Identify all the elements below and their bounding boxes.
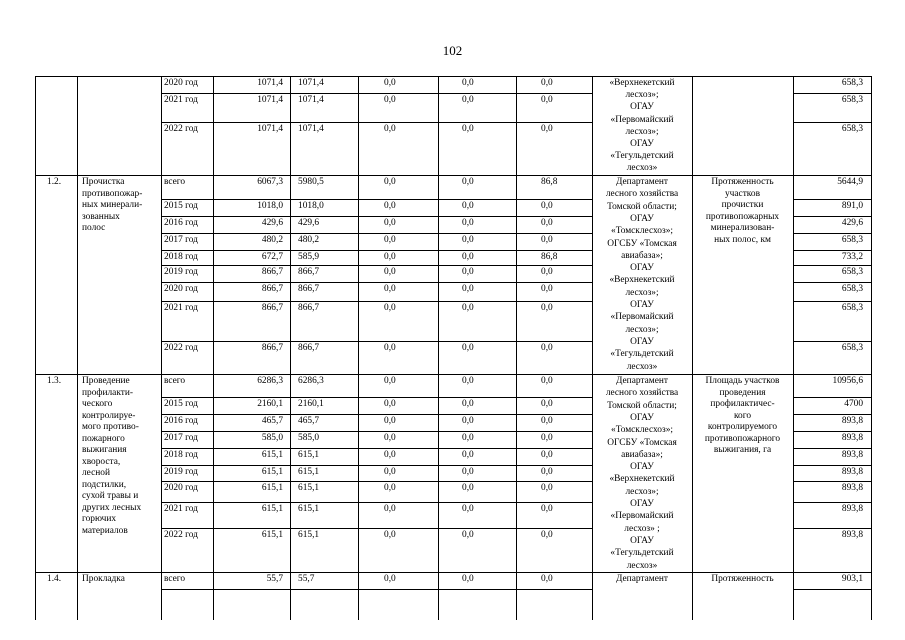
municipal-cell: 0,0	[462, 504, 474, 514]
indicator-name-line: противопожарных	[705, 211, 780, 222]
item-name-line: ных минерали-	[82, 200, 143, 210]
total-cell: 1071,4	[257, 78, 283, 88]
executor-line: ОГАУ	[630, 412, 654, 423]
total-cell: 615,1	[261, 467, 283, 477]
municipal-cell: 0,0	[462, 303, 474, 313]
extra-cell: 0,0	[541, 399, 553, 409]
executor-line: ОГАУ	[630, 336, 654, 347]
extra-cell: 86,8	[541, 252, 558, 262]
row-border	[793, 122, 871, 123]
item-name-line: выжигания	[82, 445, 127, 455]
row-border	[161, 301, 592, 302]
column-border	[358, 76, 359, 620]
indicator-value-cell: 5644,9	[837, 177, 863, 187]
total-cell: 480,2	[261, 235, 283, 245]
row-border	[161, 528, 592, 529]
row-border	[793, 397, 871, 398]
year-cell: 2018 год	[164, 252, 198, 262]
year-cell: 2019 год	[164, 467, 198, 477]
item-name-line: пожарного	[82, 433, 125, 444]
total-cell: 1071,4	[257, 124, 283, 134]
executor-line: ОГАУ	[630, 499, 654, 509]
indicator-name-line: кого	[733, 410, 752, 421]
municipal-cell: 0,0	[462, 201, 474, 211]
executor-line: лесного хозяйства	[605, 388, 679, 399]
row-border	[793, 233, 871, 234]
executor-line: «Верхнекетский	[609, 78, 675, 88]
indicator-value-cell: 658,3	[841, 235, 863, 245]
federal-cell: 866,7	[298, 343, 320, 353]
total-cell: 615,1	[261, 450, 283, 460]
executor-line: ОГАУ	[630, 139, 654, 149]
total-cell: 866,7	[261, 267, 283, 277]
total-cell: 866,7	[261, 303, 283, 313]
extra-cell: 0,0	[541, 267, 553, 277]
item-name-line: противопожар-	[82, 188, 143, 199]
column-border	[290, 76, 291, 620]
federal-cell: 866,7	[298, 267, 320, 277]
year-cell: всего	[164, 574, 186, 584]
regional-cell: 0,0	[384, 343, 396, 353]
indicator-value-cell: 893,8	[841, 530, 863, 540]
row-border	[793, 465, 871, 466]
row-border	[161, 414, 592, 415]
indicator-name-line: профилактичес-	[710, 399, 775, 409]
federal-cell: 615,1	[298, 504, 320, 514]
indicator-value-cell: 893,8	[841, 450, 863, 460]
extra-cell: 0,0	[541, 504, 553, 514]
regional-cell: 0,0	[384, 284, 396, 294]
item-name-line: Проведение	[82, 376, 130, 386]
federal-cell: 615,1	[298, 483, 320, 493]
row-border	[161, 282, 592, 283]
federal-cell: 1071,4	[298, 124, 324, 134]
year-cell: 2015 год	[164, 399, 198, 409]
item-name-line: профилакти-	[82, 387, 133, 398]
column-border	[161, 76, 162, 620]
executor-line: «Верхнекетский	[609, 474, 675, 485]
executor-line: ОГАУ	[630, 535, 654, 546]
regional-cell: 0,0	[384, 504, 396, 514]
executor-line: Департамент	[616, 574, 668, 584]
indicator-name-line: выжигания, га	[713, 445, 772, 455]
municipal-cell: 0,0	[462, 177, 474, 187]
municipal-cell: 0,0	[462, 530, 474, 540]
column-border	[692, 76, 693, 620]
indicator-value-cell: 658,3	[841, 284, 863, 294]
federal-cell: 1018,0	[298, 201, 324, 211]
executor-line: «Тегульдетский	[610, 151, 674, 162]
indicator-value-cell: 658,3	[841, 95, 863, 105]
row-border	[793, 502, 871, 503]
row-border	[161, 481, 592, 482]
year-cell: 2021 год	[164, 95, 198, 105]
executor-line: лесхоз»;	[625, 90, 659, 101]
total-cell: 615,1	[261, 483, 283, 493]
column-border	[438, 76, 439, 620]
indicator-value-cell: 429,6	[841, 218, 863, 228]
federal-cell: 615,1	[298, 467, 320, 477]
extra-cell: 0,0	[541, 483, 553, 493]
federal-cell: 2160,1	[298, 399, 324, 409]
section-border	[35, 175, 872, 176]
row-border	[161, 397, 592, 398]
row-border	[161, 465, 592, 466]
row-border	[161, 250, 592, 251]
municipal-cell: 0,0	[462, 95, 474, 105]
municipal-cell: 0,0	[462, 483, 474, 493]
executor-line: лесхоз»;	[625, 486, 659, 497]
indicator-name-line: прочистки	[721, 200, 764, 210]
year-cell: 2016 год	[164, 416, 198, 426]
year-cell: 2017 год	[164, 235, 198, 245]
executor-line: Департамент	[616, 376, 668, 386]
year-cell: 2022 год	[164, 530, 198, 540]
regional-cell: 0,0	[384, 530, 396, 540]
extra-cell: 0,0	[541, 303, 553, 313]
total-cell: 615,1	[261, 504, 283, 514]
year-cell: всего	[164, 177, 186, 187]
federal-cell: 480,2	[298, 235, 320, 245]
federal-cell: 1071,4	[298, 95, 324, 105]
year-cell: 2017 год	[164, 433, 198, 443]
regional-cell: 0,0	[384, 235, 396, 245]
extra-cell: 0,0	[541, 284, 553, 294]
total-cell: 866,7	[261, 284, 283, 294]
year-cell: 2020 год	[164, 284, 198, 294]
executor-line: Томской области;	[607, 400, 677, 411]
regional-cell: 0,0	[384, 95, 396, 105]
executor-line: лесного хозяйства	[605, 189, 679, 200]
executor-line: лесхоз»	[626, 560, 658, 571]
extra-cell: 0,0	[541, 95, 553, 105]
indicator-name-line: Площадь участков	[705, 376, 780, 386]
regional-cell: 0,0	[384, 218, 396, 228]
federal-cell: 429,6	[298, 218, 320, 228]
regional-cell: 0,0	[384, 267, 396, 277]
row-border	[793, 528, 871, 529]
executor-line: ОГСБУ «Томская	[607, 437, 677, 448]
year-cell: 2020 год	[164, 483, 198, 493]
executor-line: лесхоз»	[626, 361, 658, 372]
indicator-name-line: противопожарного	[704, 433, 781, 444]
executor-line: Департамент	[616, 177, 668, 187]
municipal-cell: 0,0	[462, 124, 474, 134]
page-number: 102	[442, 43, 463, 58]
municipal-cell: 0,0	[462, 467, 474, 477]
regional-cell: 0,0	[384, 467, 396, 477]
year-cell: 2021 год	[164, 303, 198, 313]
executor-line: ОГАУ	[630, 300, 654, 310]
municipal-cell: 0,0	[462, 235, 474, 245]
column-border	[871, 76, 872, 620]
item-name-line: сухой травы и	[82, 491, 139, 501]
federal-cell: 615,1	[298, 530, 320, 540]
year-cell: 2020 год	[164, 78, 198, 88]
indicator-value-cell: 733,2	[841, 252, 863, 262]
indicator-value-cell: 4700	[844, 399, 863, 409]
indicator-value-cell: 658,3	[841, 124, 863, 134]
extra-cell: 0,0	[541, 78, 553, 88]
total-cell: 429,6	[261, 218, 283, 228]
item-number: 1.3.	[47, 376, 62, 386]
row-border	[161, 589, 592, 590]
row-border	[161, 341, 592, 342]
indicator-value-cell: 903,1	[841, 574, 863, 584]
municipal-cell: 0,0	[462, 284, 474, 294]
indicator-name-line: контролируемого	[707, 422, 778, 432]
total-cell: 866,7	[261, 343, 283, 353]
row-border	[161, 502, 592, 503]
total-cell: 6286,3	[257, 376, 283, 386]
federal-cell: 585,0	[298, 433, 320, 443]
indicator-name-line: ных полос, км	[714, 234, 771, 245]
extra-cell: 0,0	[541, 467, 553, 477]
item-name-line: материалов	[82, 525, 128, 536]
section-border	[35, 374, 872, 375]
executor-line: «Тегульдетский	[610, 548, 674, 559]
regional-cell: 0,0	[384, 416, 396, 426]
regional-cell: 0,0	[384, 574, 396, 584]
executor-line: ОГАУ	[630, 213, 654, 224]
item-name-line: лесной	[82, 468, 110, 478]
item-name-line: Прочистка	[82, 177, 125, 187]
indicator-value-cell: 893,8	[841, 467, 863, 477]
row-border	[161, 122, 592, 123]
total-cell: 672,7	[261, 252, 283, 262]
executor-line: «Первомайский	[610, 511, 674, 522]
extra-cell: 86,8	[541, 177, 558, 187]
municipal-cell: 0,0	[462, 78, 474, 88]
executor-line: «Верхнекетский	[609, 275, 675, 286]
row-border	[793, 199, 871, 200]
executor-line: лесхоз»;	[625, 126, 659, 137]
column-border	[516, 76, 517, 620]
municipal-cell: 0,0	[462, 267, 474, 277]
regional-cell: 0,0	[384, 303, 396, 313]
year-cell: 2021 год	[164, 504, 198, 514]
indicator-value-cell: 893,8	[841, 416, 863, 426]
section-border	[35, 76, 872, 77]
item-name-line: хвороста,	[82, 456, 121, 467]
regional-cell: 0,0	[384, 201, 396, 211]
item-number: 1.2.	[47, 177, 62, 187]
total-cell: 465,7	[261, 416, 283, 426]
executor-line: авиабаза»;	[621, 250, 663, 261]
extra-cell: 0,0	[541, 124, 553, 134]
row-border	[161, 431, 592, 432]
extra-cell: 0,0	[541, 433, 553, 443]
federal-cell: 465,7	[298, 416, 320, 426]
row-border	[793, 481, 871, 482]
year-cell: 2016 год	[164, 218, 198, 228]
row-border	[793, 341, 871, 342]
federal-cell: 866,7	[298, 284, 320, 294]
extra-cell: 0,0	[541, 218, 553, 228]
municipal-cell: 0,0	[462, 343, 474, 353]
extra-cell: 0,0	[541, 376, 553, 386]
row-border	[161, 216, 592, 217]
item-name-line: зованных	[82, 211, 120, 222]
federal-cell: 1071,4	[298, 78, 324, 88]
executor-line: «Первомайский	[610, 312, 674, 323]
executor-line: «Томсклесхоз»;	[611, 226, 673, 237]
indicator-name-line: проведения	[719, 387, 766, 398]
row-border	[793, 282, 871, 283]
row-border	[161, 448, 592, 449]
executor-line: ОГАУ	[630, 462, 654, 473]
executor-line: «Первомайский	[610, 114, 674, 125]
row-border	[793, 431, 871, 432]
extra-cell: 0,0	[541, 574, 553, 584]
item-name-line: контролируе-	[82, 410, 136, 421]
municipal-cell: 0,0	[462, 416, 474, 426]
column-border	[213, 76, 214, 620]
municipal-cell: 0,0	[462, 399, 474, 409]
item-name-line: полос	[82, 223, 106, 233]
item-name-line: Прокладка	[82, 574, 125, 584]
municipal-cell: 0,0	[462, 574, 474, 584]
row-border	[793, 250, 871, 251]
total-cell: 55,7	[266, 574, 283, 584]
indicator-value-cell: 658,3	[841, 267, 863, 277]
executor-line: ОГАУ	[630, 102, 654, 113]
indicator-value-cell: 891,0	[841, 201, 863, 211]
executor-line: авиабаза»;	[621, 449, 663, 460]
municipal-cell: 0,0	[462, 433, 474, 443]
section-border	[35, 572, 872, 573]
year-cell: 2015 год	[164, 201, 198, 211]
executor-line: Томской области;	[607, 201, 677, 212]
federal-cell: 615,1	[298, 450, 320, 460]
regional-cell: 0,0	[384, 124, 396, 134]
year-cell: 2019 год	[164, 267, 198, 277]
extra-cell: 0,0	[541, 530, 553, 540]
total-cell: 2160,1	[257, 399, 283, 409]
federal-cell: 585,9	[298, 252, 320, 262]
row-border	[793, 448, 871, 449]
total-cell: 1071,4	[257, 95, 283, 105]
regional-cell: 0,0	[384, 177, 396, 187]
indicator-name-line: Протяженность	[711, 574, 774, 584]
federal-cell: 5980,5	[298, 177, 324, 187]
regional-cell: 0,0	[384, 483, 396, 493]
row-border	[793, 265, 871, 266]
total-cell: 585,0	[261, 433, 283, 443]
row-border	[161, 233, 592, 234]
row-border	[161, 93, 592, 94]
indicator-value-cell: 893,8	[841, 483, 863, 493]
row-border	[793, 301, 871, 302]
regional-cell: 0,0	[384, 399, 396, 409]
executor-line: ОГАУ	[630, 263, 654, 274]
total-cell: 6067,3	[257, 177, 283, 187]
regional-cell: 0,0	[384, 450, 396, 460]
row-border	[161, 199, 592, 200]
federal-cell: 866,7	[298, 303, 320, 313]
indicator-value-cell: 658,3	[841, 343, 863, 353]
year-cell: 2022 год	[164, 124, 198, 134]
extra-cell: 0,0	[541, 343, 553, 353]
total-cell: 1018,0	[257, 201, 283, 211]
year-cell: 2022 год	[164, 343, 198, 353]
federal-cell: 6286,3	[298, 376, 324, 386]
regional-cell: 0,0	[384, 376, 396, 386]
executor-line: лесхоз»	[626, 163, 658, 174]
item-name-line: ческого	[82, 399, 113, 409]
row-border	[793, 93, 871, 94]
regional-cell: 0,0	[384, 78, 396, 88]
municipal-cell: 0,0	[462, 376, 474, 386]
column-border	[77, 76, 78, 620]
extra-cell: 0,0	[541, 201, 553, 211]
row-border	[161, 265, 592, 266]
executor-line: лесхоз»;	[625, 287, 659, 298]
extra-cell: 0,0	[541, 450, 553, 460]
municipal-cell: 0,0	[462, 450, 474, 460]
total-cell: 615,1	[261, 530, 283, 540]
executor-line: ОГСБУ «Томская	[607, 238, 677, 249]
indicator-name-line: минерализован-	[710, 223, 775, 233]
year-cell: всего	[164, 376, 186, 386]
row-border	[793, 216, 871, 217]
municipal-cell: 0,0	[462, 218, 474, 228]
executor-line: лесхоз» ;	[624, 523, 660, 534]
extra-cell: 0,0	[541, 235, 553, 245]
executor-line: лесхоз»;	[625, 324, 659, 335]
year-cell: 2018 год	[164, 450, 198, 460]
column-border	[793, 76, 794, 620]
extra-cell: 0,0	[541, 416, 553, 426]
item-name-line: других лесных	[82, 502, 142, 513]
indicator-value-cell: 658,3	[841, 303, 863, 313]
column-border	[35, 76, 36, 620]
indicator-name-line: Протяженность	[711, 177, 774, 187]
indicator-value-cell: 893,8	[841, 504, 863, 514]
row-border	[793, 414, 871, 415]
executor-line: «Томсклесхоз»;	[611, 425, 673, 436]
item-name-line: мого противо-	[82, 422, 139, 432]
item-name-line: горючих	[82, 514, 117, 524]
executor-line: «Тегульдетский	[610, 349, 674, 360]
regional-cell: 0,0	[384, 252, 396, 262]
federal-cell: 55,7	[298, 574, 315, 584]
item-name-line: подстилки,	[82, 479, 127, 490]
indicator-value-cell: 893,8	[841, 433, 863, 443]
indicator-value-cell: 10956,6	[832, 376, 863, 386]
regional-cell: 0,0	[384, 433, 396, 443]
indicator-value-cell: 658,3	[841, 78, 863, 88]
row-border	[793, 589, 871, 590]
municipal-cell: 0,0	[462, 252, 474, 262]
item-number: 1.4.	[47, 574, 62, 584]
indicator-name-line: участков	[724, 188, 760, 199]
